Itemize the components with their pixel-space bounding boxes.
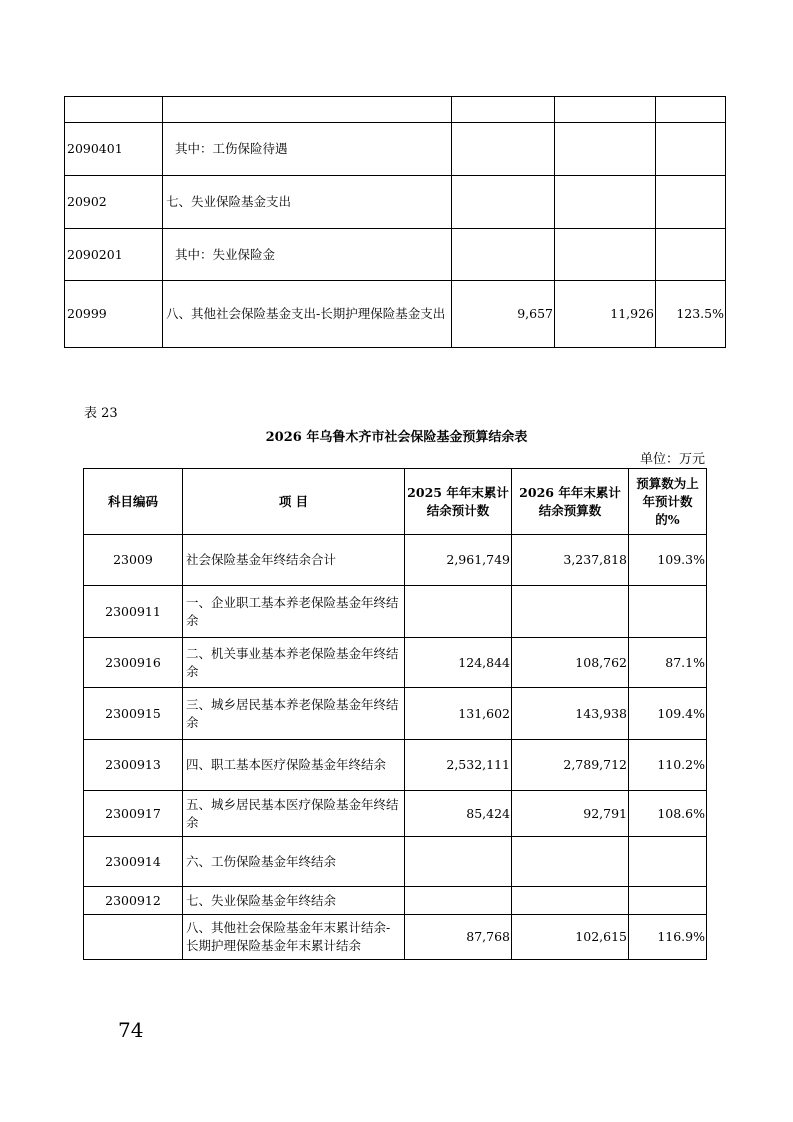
- row-code: 2300914: [84, 837, 183, 887]
- row-value-2025: 2,961,749: [405, 535, 512, 586]
- row-value-2: [555, 229, 656, 281]
- row-percent: [656, 229, 726, 281]
- row-code: 2300912: [84, 887, 183, 915]
- header-row: [84, 469, 707, 535]
- row-name: 八、其他社会保险基金支出-长期护理保险基金支出: [163, 281, 452, 348]
- row-percent: 108.6%: [629, 791, 707, 837]
- row-value-1: 9,657: [452, 281, 555, 348]
- row-value-2026: [512, 887, 629, 915]
- row-percent: 110.2%: [629, 740, 707, 791]
- table-row: [84, 915, 707, 960]
- table-row: [84, 535, 707, 586]
- row-code: 2300915: [84, 688, 183, 740]
- row-value-2: [555, 123, 656, 176]
- row-value-2026: 92,791: [512, 791, 629, 837]
- table-title: 2026 年乌鲁木齐市社会保险基金预算结余表: [265, 430, 528, 445]
- page-number: 74: [118, 1018, 144, 1042]
- row-percent: 116.9%: [629, 915, 707, 960]
- row-percent: 109.3%: [629, 535, 707, 586]
- row-name: 一、企业职工基本养老保险基金年终结余: [183, 586, 405, 638]
- row-name: 其中：失业保险金: [163, 229, 452, 281]
- row-value-2025: [405, 887, 512, 915]
- header-percent: 预算数为上年预计数的%: [629, 469, 707, 535]
- table-row: [65, 176, 726, 229]
- table-row: [65, 97, 726, 123]
- row-value-2026: 143,938: [512, 688, 629, 740]
- row-name: 其中：工伤保险待遇: [163, 123, 452, 176]
- row-name: 五、城乡居民基本医疗保险基金年终结余: [183, 791, 405, 837]
- row-value-2026: 102,615: [512, 915, 629, 960]
- table-row: [65, 123, 726, 176]
- table-row: [84, 887, 707, 915]
- row-value-2: [555, 97, 656, 123]
- table-label: 表 23: [84, 406, 118, 421]
- unit-label: 单位：万元: [640, 452, 706, 467]
- row-value-2025: 87,768: [405, 915, 512, 960]
- row-name: 社会保险基金年终结余合计: [183, 535, 405, 586]
- row-code: 20999: [65, 281, 163, 348]
- row-value-2025: [405, 586, 512, 638]
- row-code: 23009: [84, 535, 183, 586]
- row-value-1: [452, 123, 555, 176]
- row-name: 七、失业保险基金支出: [163, 176, 452, 229]
- fund-balance-table: [83, 468, 707, 960]
- row-value-2026: [512, 586, 629, 638]
- expenditure-table-continued: [64, 96, 726, 348]
- row-value-2026: 108,762: [512, 638, 629, 688]
- table-row: [84, 688, 707, 740]
- row-value-2025: 2,532,111: [405, 740, 512, 791]
- table-row: [84, 740, 707, 791]
- header-value-2026: 2026 年年末累计结余预算数: [512, 469, 629, 535]
- table-row: [84, 638, 707, 688]
- row-name: 四、职工基本医疗保险基金年终结余: [183, 740, 405, 791]
- row-value-2025: 124,844: [405, 638, 512, 688]
- row-percent: [629, 887, 707, 915]
- row-code: [65, 97, 163, 123]
- row-name: 七、失业保险基金年终结余: [183, 887, 405, 915]
- row-value-2025: 85,424: [405, 791, 512, 837]
- row-code: 2090201: [65, 229, 163, 281]
- row-percent: [656, 97, 726, 123]
- row-value-2025: 131,602: [405, 688, 512, 740]
- row-percent: 109.4%: [629, 688, 707, 740]
- row-value-2025: [405, 837, 512, 887]
- row-percent: [629, 586, 707, 638]
- header-name: 项 目: [183, 469, 405, 535]
- row-value-1: [452, 97, 555, 123]
- row-code: [84, 915, 183, 960]
- row-name: 二、机关事业基本养老保险基金年终结余: [183, 638, 405, 688]
- row-code: 2300916: [84, 638, 183, 688]
- row-value-1: [452, 229, 555, 281]
- row-percent: [656, 123, 726, 176]
- table-row: [84, 586, 707, 638]
- row-code: 2090401: [65, 123, 163, 176]
- row-code: 2300917: [84, 791, 183, 837]
- row-percent: [656, 176, 726, 229]
- table-row: [84, 837, 707, 887]
- table-row: [65, 281, 726, 348]
- row-name: 六、工伤保险基金年终结余: [183, 837, 405, 887]
- row-value-2026: [512, 837, 629, 887]
- table-row: [84, 791, 707, 837]
- header-code: 科目编码: [84, 469, 183, 535]
- row-name: 三、城乡居民基本养老保险基金年终结余: [183, 688, 405, 740]
- row-percent: 87.1%: [629, 638, 707, 688]
- row-value-2: 11,926: [555, 281, 656, 348]
- row-code: 2300911: [84, 586, 183, 638]
- row-value-2026: 3,237,818: [512, 535, 629, 586]
- row-code: 2300913: [84, 740, 183, 791]
- row-code: 20902: [65, 176, 163, 229]
- row-value-2: [555, 176, 656, 229]
- header-value-2025: 2025 年年末累计结余预计数: [405, 469, 512, 535]
- row-name: 八、其他社会保险基金年末累计结余-长期护理保险基金年末累计结余: [183, 915, 405, 960]
- row-value-1: [452, 176, 555, 229]
- row-name: [163, 97, 452, 123]
- row-percent: [629, 837, 707, 887]
- row-percent: 123.5%: [656, 281, 726, 348]
- table-row: [65, 229, 726, 281]
- row-value-2026: 2,789,712: [512, 740, 629, 791]
